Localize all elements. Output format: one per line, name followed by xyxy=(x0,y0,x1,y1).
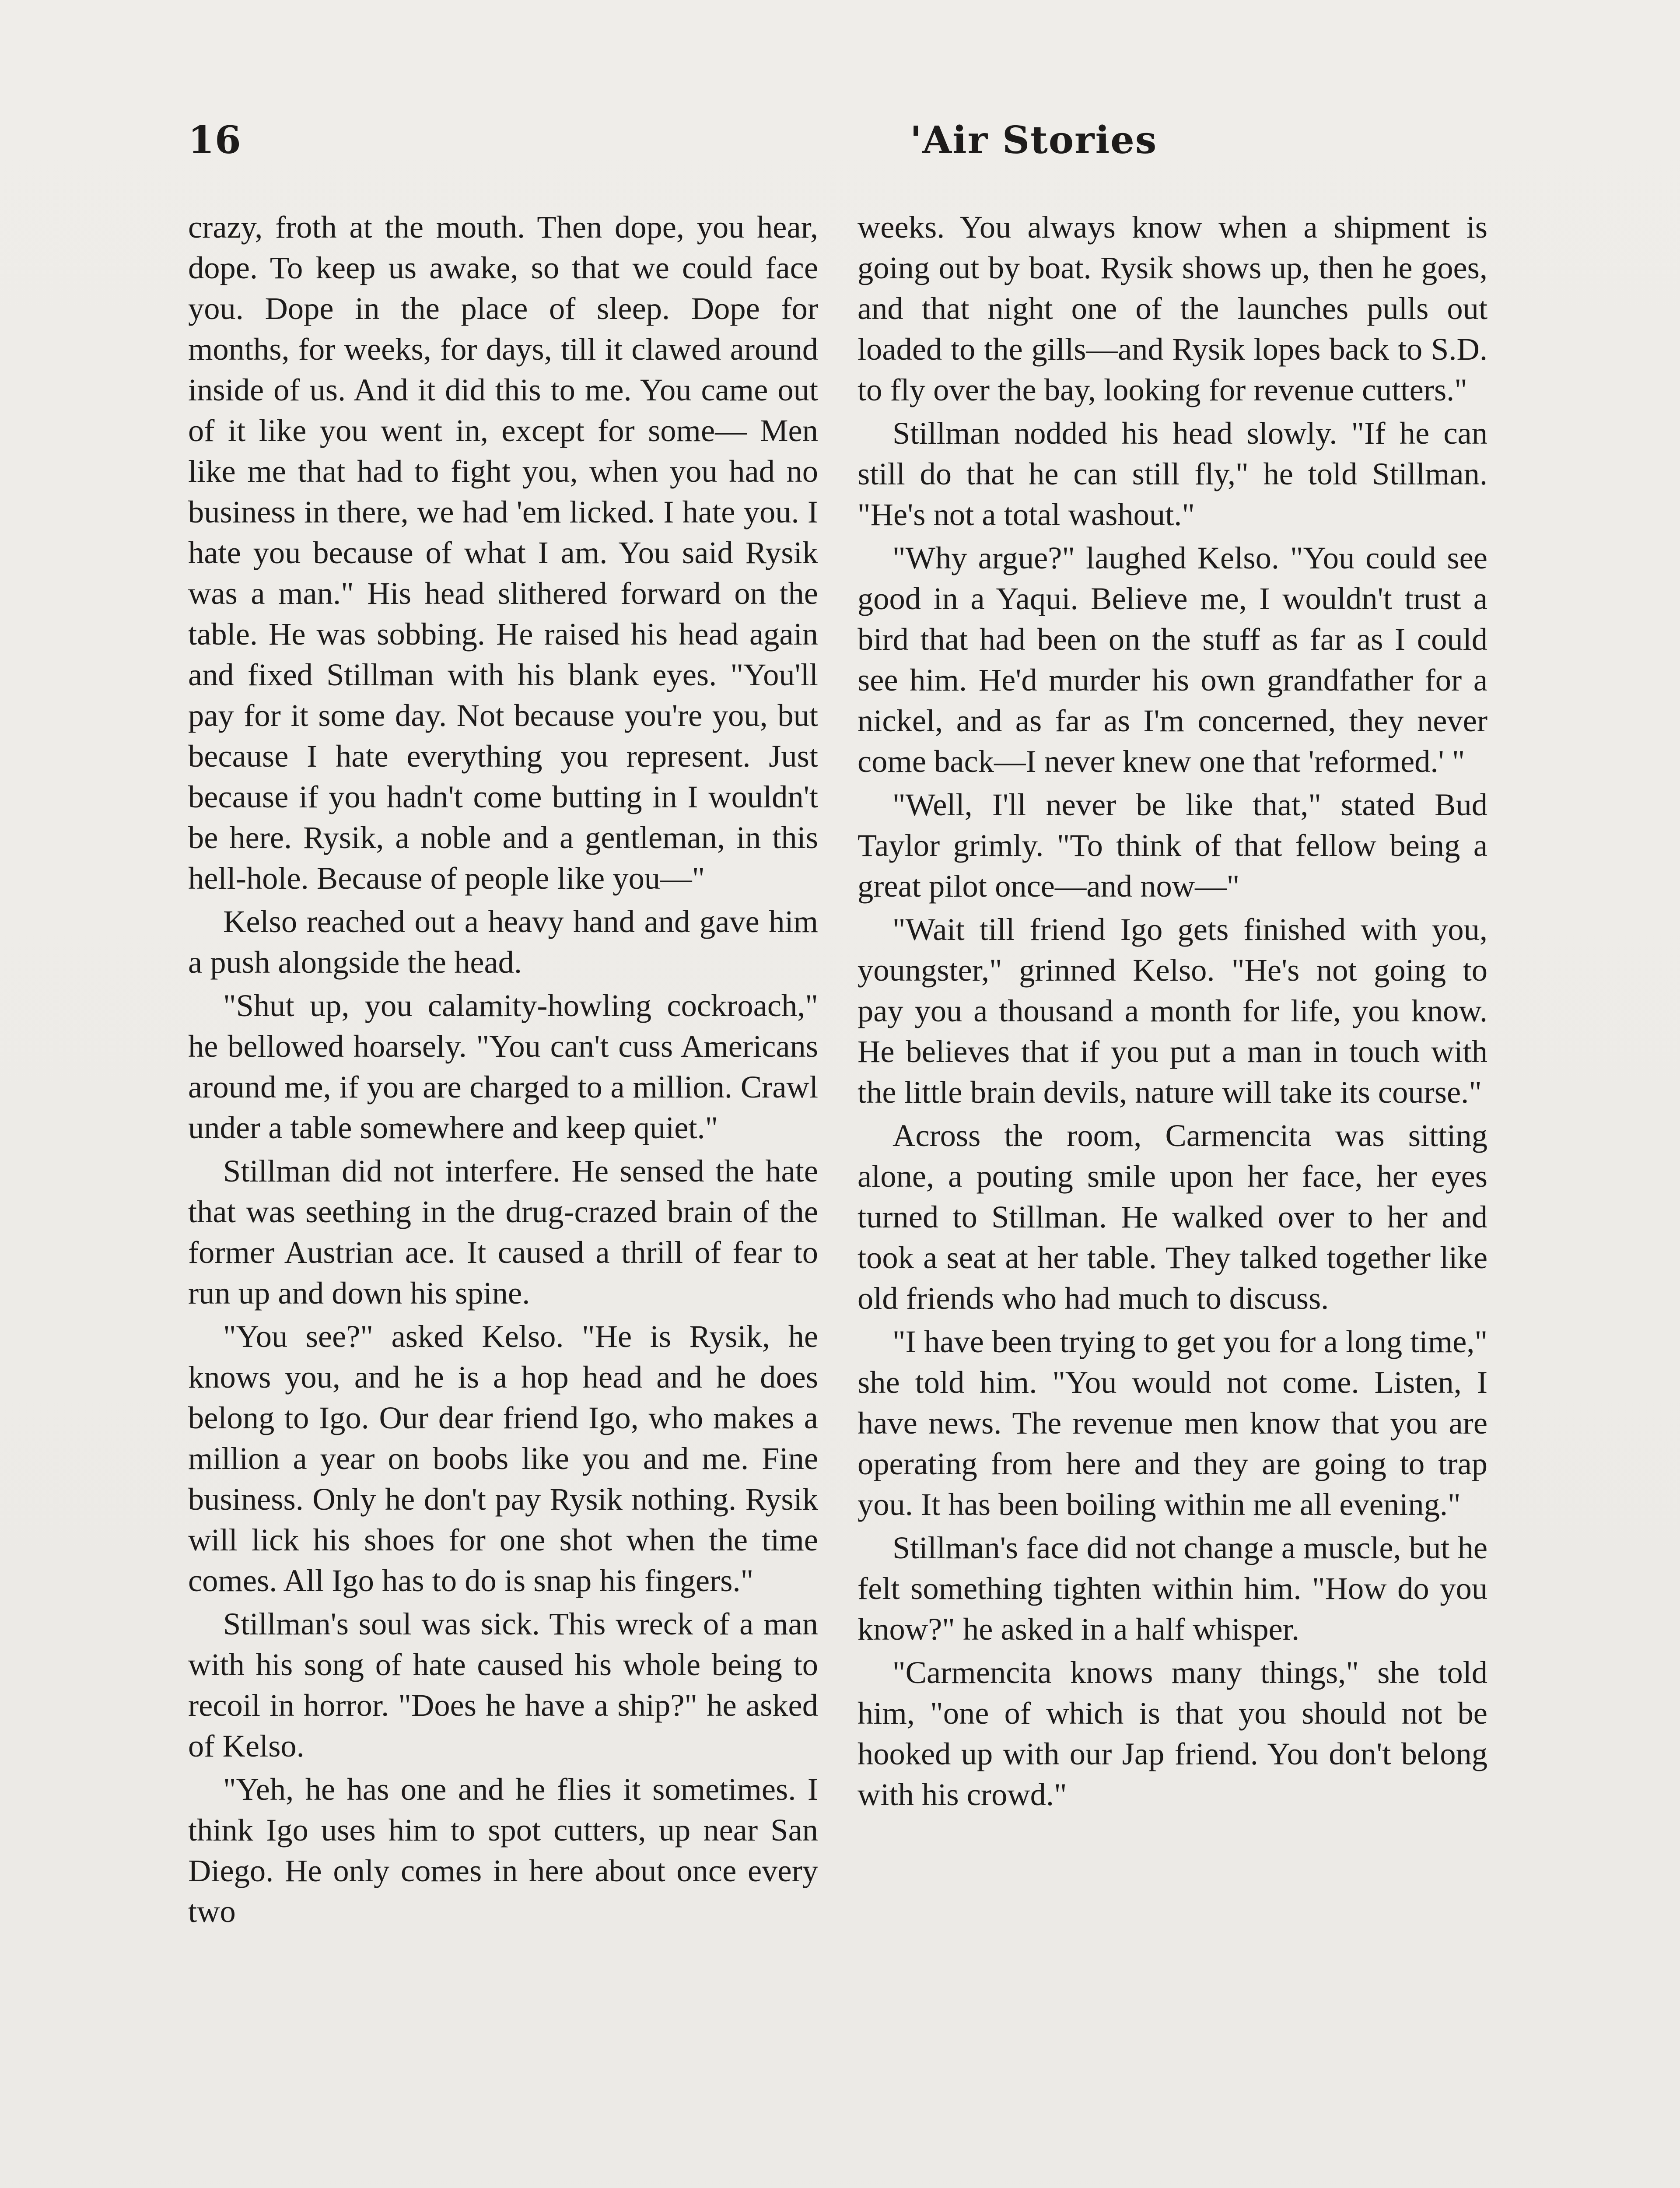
page-number: 16 xyxy=(188,118,242,162)
paragraph: "Shut up, you calamity-howling cockroach," he bellowed hoarsely. "You can't cuss Americans around me, if you are charged to a million. Crawl under a table somewhere and keep quiet." xyxy=(188,988,818,1145)
paragraph: "Why argue?" laughed Kelso. "You could see good in a Yaqui. Believe me, I wouldn't trust a bird that had been on the stuff as far as I could see him. He'd murder his own grandfather for a nickel, and as far as I'm concerned, they never come back—I never knew one that 'reformed.' " xyxy=(858,540,1488,779)
running-title: 'Air Stories xyxy=(910,118,1158,162)
paragraph: Stillman did not interfere. He sensed the hate that was seething in the drug-crazed brain of the former Austrian ace. It caused a thrill of fear to run up and down his spine. xyxy=(188,1153,818,1311)
paragraph: Across the room, Carmencita was sitting alone, a pouting smile upon her face, her eyes turned to Stillman. He walked over to her and took a seat at her table. They talked together like old friends who had much to discuss. xyxy=(858,1118,1488,1316)
paragraph: "Well, I'll never be like that," stated Bud Taylor grimly. "To think of that fellow being a great pilot once—and now—" xyxy=(858,787,1488,904)
paragraph: "I have been trying to get you for a long time," she told him. "You would not come. Listen, I have news. The revenue men know that you are operating from here and they are going to trap you. It has been boiling within me all evening." xyxy=(858,1324,1488,1522)
paragraph: Stillman's soul was sick. This wreck of a man with his song of hate caused his whole being to recoil in horror. "Does he have a ship?" he asked of Kelso. xyxy=(188,1606,818,1764)
page-header xyxy=(188,118,1501,175)
paragraph: Stillman nodded his head slowly. "If he can still do that he can still fly," he told Stillman. "He's not a total washout." xyxy=(858,415,1488,532)
right-text-column xyxy=(858,207,1488,1817)
paragraph: "Yeh, he has one and he flies it sometimes. I think Igo uses him to spot cutters, up near San Diego. He only comes in here about once every two xyxy=(188,1771,818,1929)
paragraph: Kelso reached out a heavy hand and gave him a push alongside the head. xyxy=(188,904,818,980)
paragraph: "Carmencita knows many things," she told him, "one of which is that you should not be hooked up with our Jap friend. You don't belong with his crowd." xyxy=(858,1655,1488,1812)
paragraph: weeks. You always know when a shipment is going out by boat. Rysik shows up, then he goes, and that night one of the launches pulls out loaded to the gills—and Rysik lopes back to S.D. to fly over the bay, looking for revenue cutters." xyxy=(858,209,1488,407)
paragraph: "You see?" asked Kelso. "He is Rysik, he knows you, and he is a hop head and he does belong to Igo. Our dear friend Igo, who makes a million a year on boobs like you and me. Fine business. Only he don't pay Rysik nothing. Rysik will lick his shoes for one shot when the time comes. All Igo has to do is snap his fingers." xyxy=(188,1318,818,1598)
paragraph: crazy, froth at the mouth. Then dope, you hear, dope. To keep us awake, so that we could face you. Dope in the place of sleep. Dope for months, for weeks, for days, till it clawed around inside of us. And it did this to me. You came out of it like you went in, except for some— Men like me that had to fight you, when you had no business in there, we had 'em licked. I hate you. I hate you because of what I am. You said Rysik was a man." His head slithered forward on the table. He was sobbing. He raised his head again and fixed Stillman with his blank eyes. "You'll pay for it some day. Not because you're you, but because I hate everything you represent. Just because if you hadn't come butting in I wouldn't be here. Rysik, a noble and a gentleman, in this hell-hole. Because of people like you—" xyxy=(188,209,818,896)
left-text-column xyxy=(188,207,818,1934)
paragraph: "Wait till friend Igo gets finished with you, youngster," grinned Kelso. "He's not going to pay you a thousand a month for life, you know. He believes that if you put a man in touch with the little brain devils, nature will take its course." xyxy=(858,912,1488,1110)
paragraph: Stillman's face did not change a muscle, but he felt something tighten within him. "How do you know?" he asked in a half whisper. xyxy=(858,1530,1488,1647)
